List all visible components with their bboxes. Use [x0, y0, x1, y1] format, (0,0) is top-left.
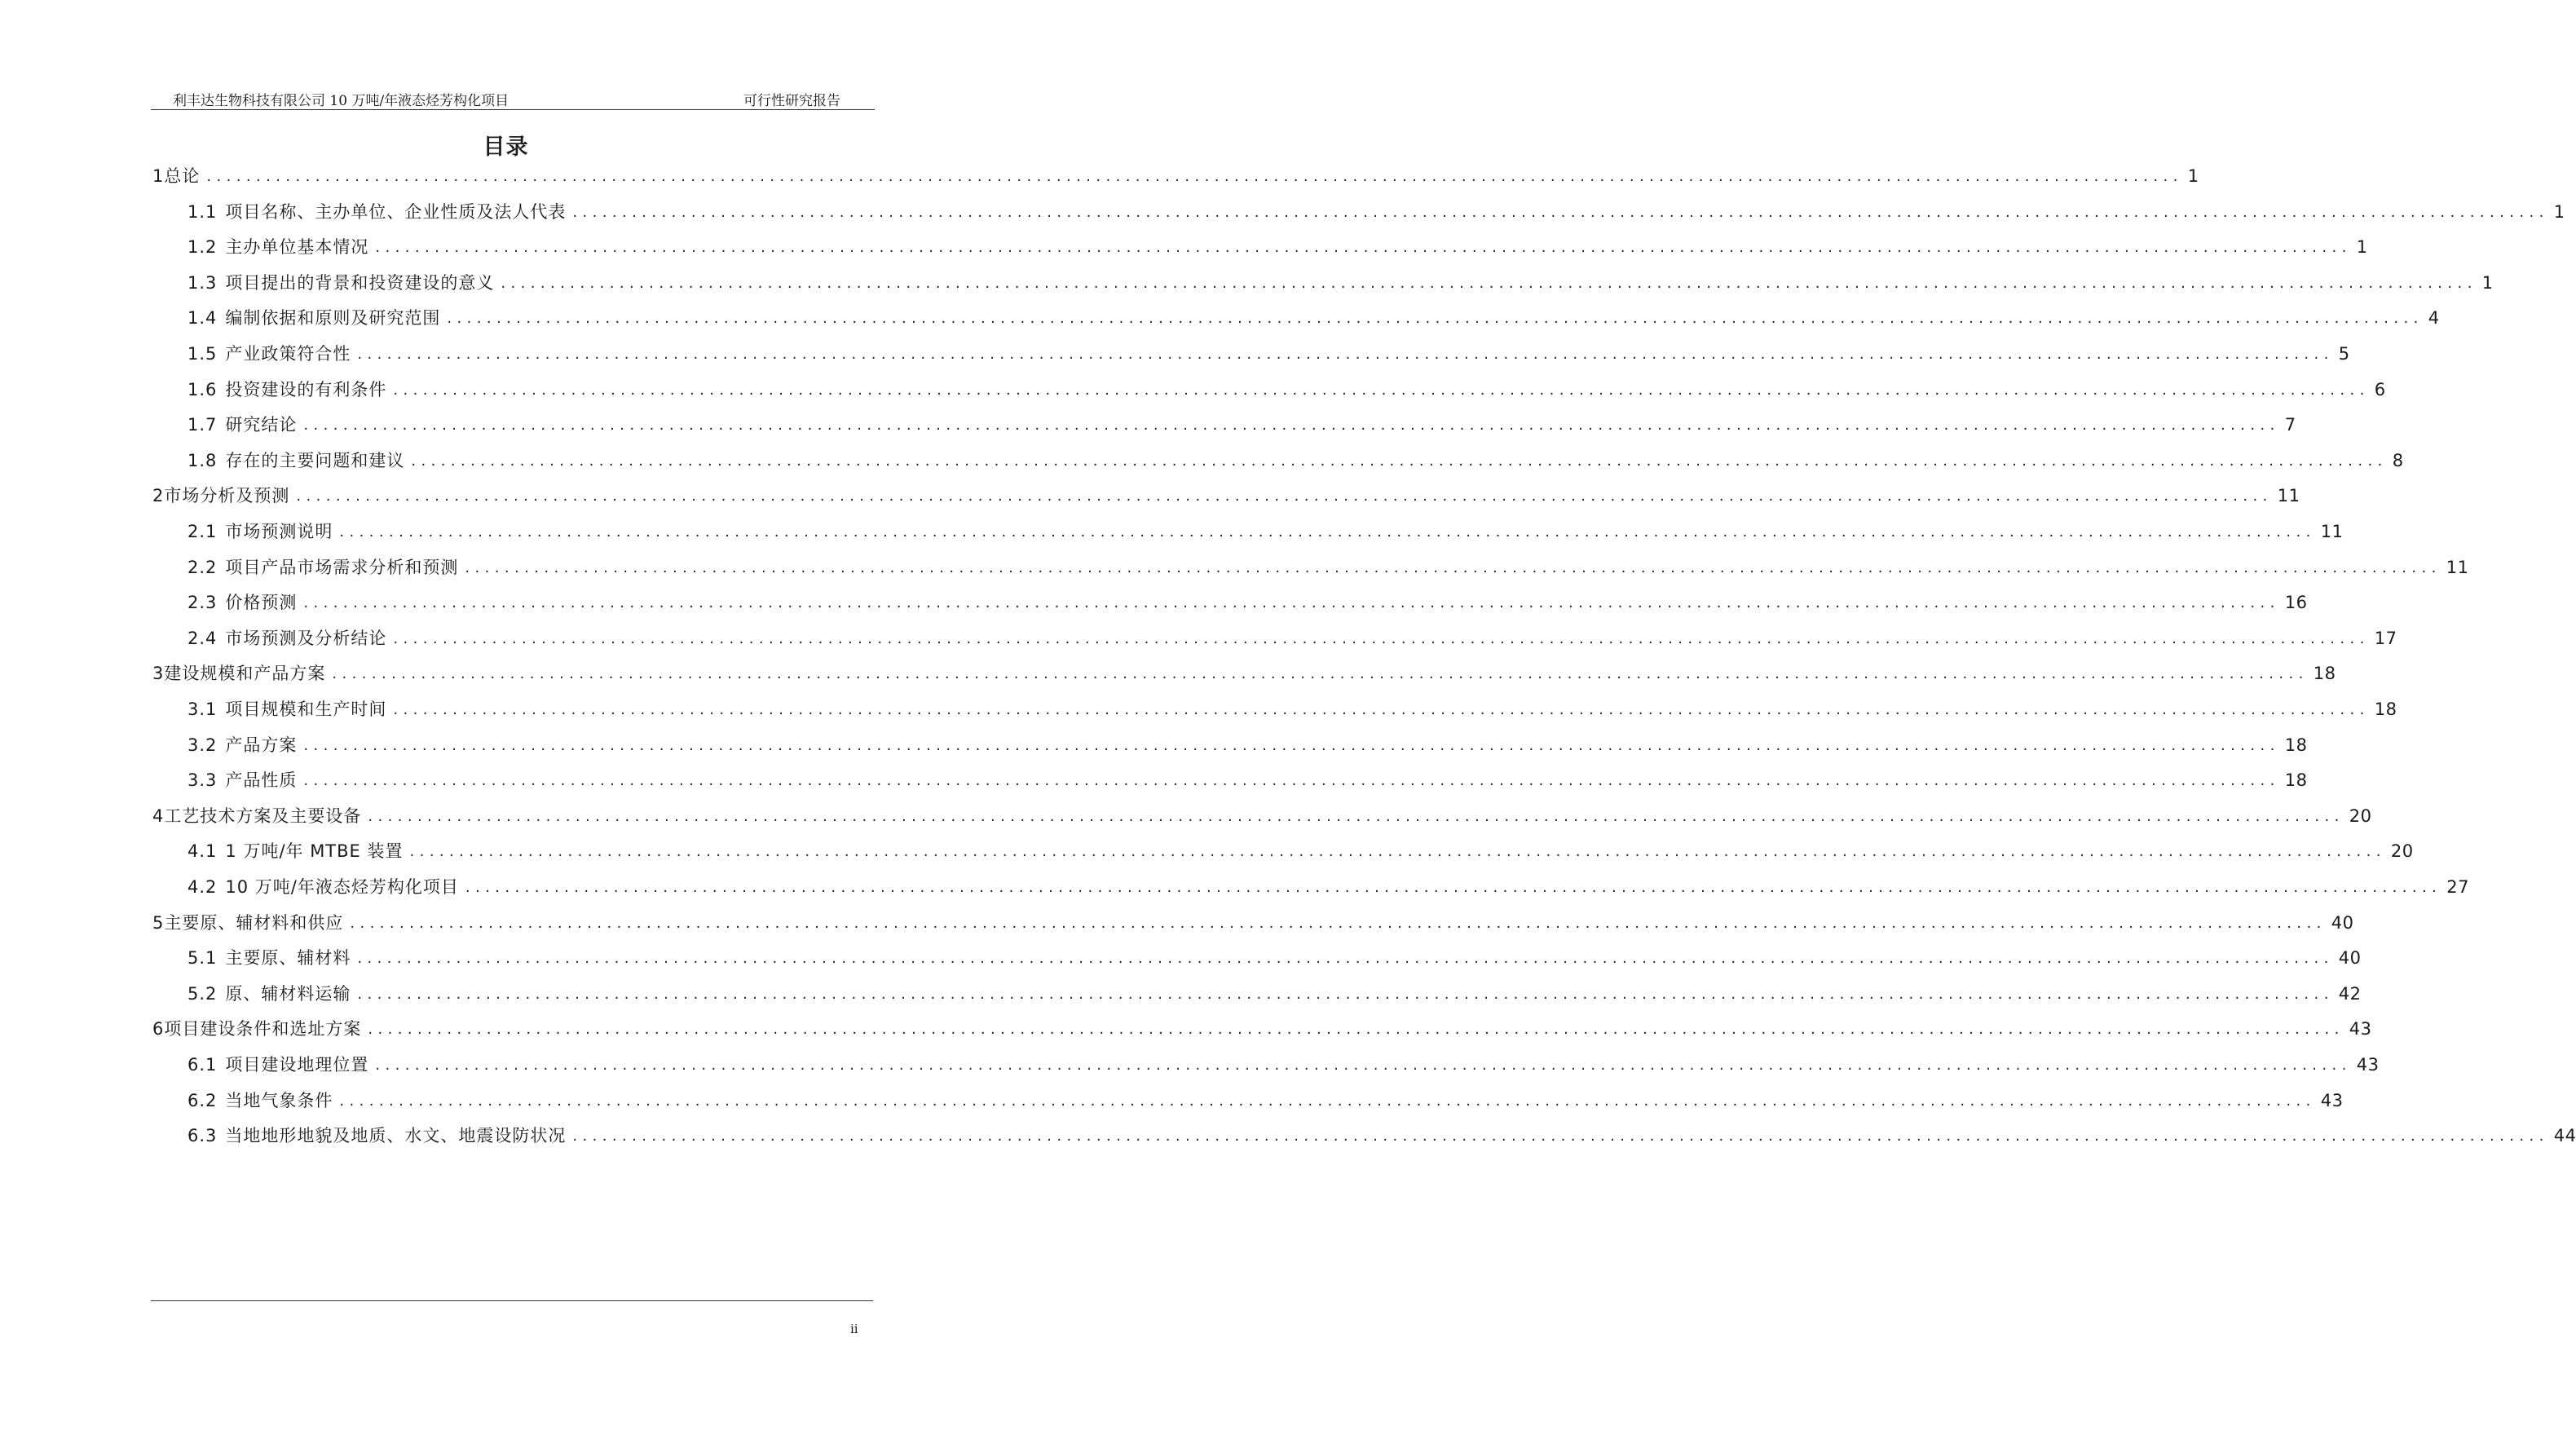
- toc-entry-page: 1: [2481, 273, 2494, 293]
- toc-entry-label: 主要原、辅材料: [225, 948, 351, 968]
- toc-entry[interactable]: [152, 482, 2300, 506]
- toc-entry[interactable]: [187, 837, 2414, 862]
- toc-entry-number: 2.2: [187, 558, 218, 577]
- toc-entry[interactable]: [187, 554, 2469, 578]
- toc-entry[interactable]: [152, 660, 2336, 684]
- toc-entry-page: 44: [2553, 1126, 2576, 1145]
- toc-entry[interactable]: [187, 233, 2368, 258]
- toc-entry-label: 工艺技术方案及主要设备: [164, 806, 362, 826]
- toc-dot-leader: ........................................................................................................................................................................................................: [339, 1092, 2316, 1110]
- toc-entry-page: 18: [2374, 700, 2397, 719]
- toc-entry-label: 原、辅材料运输: [225, 984, 351, 1004]
- toc-dot-leader: ........................................................................................................................................................................................................: [501, 275, 2477, 292]
- toc-dot-leader: ........................................................................................................................................................................................................: [303, 737, 2280, 754]
- toc-entry[interactable]: [187, 1051, 2380, 1075]
- toc-entry[interactable]: [187, 198, 2565, 223]
- toc-entry-label: 编制依据和原则及研究范围: [225, 308, 441, 328]
- toc-entry-label: 当地气象条件: [225, 1091, 333, 1110]
- toc-entry-label: 1 万吨/年 MTBE 装置: [225, 841, 404, 861]
- toc-entry-number: 1.4: [187, 308, 218, 328]
- toc-entry-page: 18: [2284, 735, 2308, 755]
- toc-entry-label: 价格预测: [225, 593, 298, 612]
- toc-entry-page: 8: [2392, 451, 2404, 470]
- toc-entry-label: 产业政策符合性: [225, 344, 351, 364]
- toc-entry-label: 市场预测及分析结论: [225, 629, 387, 648]
- toc-dot-leader: ........................................................................................................................................................................................................: [357, 950, 2334, 967]
- toc-dot-leader: ........................................................................................................................................................................................................: [393, 630, 2370, 647]
- toc-entry-label: 投资建设的有利条件: [225, 380, 387, 399]
- toc-entry[interactable]: [187, 695, 2397, 720]
- toc-entry-number: 3.3: [187, 770, 218, 790]
- toc-entry-page: 5: [2338, 344, 2350, 364]
- toc-entry[interactable]: [187, 766, 2308, 791]
- toc-entry-number: 2.1: [187, 522, 218, 541]
- toc-dot-leader: ........................................................................................................................................................................................................: [447, 310, 2424, 327]
- toc-entry-page: 43: [2356, 1055, 2380, 1075]
- toc-entry-page: 20: [2349, 806, 2372, 826]
- toc-entry[interactable]: [187, 376, 2386, 400]
- page-title: 目录: [483, 135, 529, 160]
- toc-entry-number: 4.2: [187, 877, 218, 897]
- toc-entry-number: 1.2: [187, 237, 218, 257]
- toc-entry-number: 6.2: [187, 1091, 218, 1110]
- toc-dot-leader: ........................................................................................................................................................................................................: [375, 239, 2352, 256]
- toc-entry-number: 3.1: [187, 700, 218, 719]
- toc-entry-page: 43: [2349, 1019, 2372, 1039]
- toc-entry[interactable]: [187, 304, 2440, 329]
- toc-entry[interactable]: [187, 980, 2362, 1004]
- toc-dot-leader: ........................................................................................................................................................................................................: [409, 843, 2386, 860]
- toc-dot-leader: ........................................................................................................................................................................................................: [332, 665, 2309, 682]
- toc-dot-leader: ........................................................................................................................................................................................................: [303, 772, 2280, 789]
- toc-entry-page: 1: [2553, 202, 2565, 222]
- toc-dot-leader: ........................................................................................................................................................................................................: [465, 879, 2442, 896]
- toc-dot-leader: ........................................................................................................................................................................................................: [572, 1128, 2549, 1145]
- toc-entry-number: 1: [152, 166, 165, 186]
- toc-entry-page: 42: [2338, 984, 2362, 1004]
- toc-entry-label: 存在的主要问题和建议: [225, 451, 405, 470]
- toc-entry-label: 项目提出的背景和投资建设的意义: [225, 273, 495, 293]
- toc-entry-page: 40: [2338, 948, 2362, 968]
- page-number: ii: [850, 1322, 858, 1336]
- toc-entry-number: 2.3: [187, 593, 218, 612]
- toc-dot-leader: ........................................................................................................................................................................................................: [411, 452, 2388, 470]
- toc-entry-number: 6.3: [187, 1126, 218, 1145]
- toc-entry-label: 总论: [164, 166, 201, 186]
- toc-dot-leader: ........................................................................................................................................................................................................: [393, 382, 2370, 399]
- toc-entry[interactable]: [187, 625, 2397, 649]
- toc-entry[interactable]: [152, 909, 2354, 933]
- toc-entry[interactable]: [187, 411, 2296, 435]
- toc-entry-page: 40: [2331, 913, 2354, 933]
- toc-entry-number: 2: [152, 486, 165, 505]
- toc-dot-leader: ........................................................................................................................................................................................................: [339, 523, 2316, 541]
- toc-entry-label: 主办单位基本情况: [225, 237, 369, 257]
- toc-entry-number: 1.8: [187, 451, 218, 470]
- toc-entry-page: 11: [2320, 522, 2344, 541]
- toc-entry[interactable]: [187, 340, 2350, 364]
- toc-dot-leader: ........................................................................................................................................................................................................: [357, 986, 2334, 1003]
- toc-entry[interactable]: [187, 447, 2404, 471]
- toc-entry-number: 5.1: [187, 948, 218, 968]
- toc-entry[interactable]: [187, 944, 2362, 969]
- toc-entry-number: 1.7: [187, 415, 218, 435]
- toc-entry-page: 1: [2356, 237, 2368, 257]
- toc-entry-page: 11: [2277, 486, 2300, 505]
- toc-entry-page: 11: [2446, 558, 2469, 577]
- toc-entry-page: 18: [2313, 664, 2336, 683]
- toc-entry-label: 产品性质: [225, 770, 298, 790]
- page-header: [151, 85, 875, 110]
- toc-entry-number: 5: [152, 913, 165, 933]
- toc-entry[interactable]: [187, 589, 2308, 613]
- header-report-type: 可行性研究报告: [743, 93, 840, 109]
- toc-dot-leader: ........................................................................................................................................................................................................: [368, 808, 2344, 825]
- toc-entry[interactable]: [187, 518, 2344, 542]
- toc-entry-label: 项目名称、主办单位、企业性质及法人代表: [225, 202, 567, 222]
- toc-dot-leader: ........................................................................................................................................................................................................: [357, 346, 2334, 363]
- toc-entry-number: 6.1: [187, 1055, 218, 1075]
- toc-entry-page: 18: [2284, 770, 2308, 790]
- toc-entry-label: 项目规模和生产时间: [225, 700, 387, 719]
- toc-entry-number: 3.2: [187, 735, 218, 755]
- toc-entry[interactable]: [187, 873, 2469, 898]
- toc-entry-label: 项目产品市场需求分析和预测: [225, 558, 459, 577]
- toc-dot-leader: ........................................................................................................................................................................................................: [206, 168, 2183, 185]
- toc-entry-number: 1.3: [187, 273, 218, 293]
- toc-entry[interactable]: [187, 1122, 2576, 1146]
- toc-entry[interactable]: [152, 162, 2199, 187]
- footer-divider: [151, 1300, 873, 1301]
- toc-entry-number: 2.4: [187, 629, 218, 648]
- toc-entry-label: 产品方案: [225, 735, 298, 755]
- toc-dot-leader: ........................................................................................................................................................................................................: [393, 701, 2370, 718]
- toc-entry-label: 市场分析及预测: [164, 486, 290, 505]
- toc-entry-number: 6: [152, 1019, 165, 1039]
- toc-entry-number: 1.5: [187, 344, 218, 364]
- toc-entry[interactable]: [187, 731, 2308, 756]
- toc-dot-leader: ........................................................................................................................................................................................................: [375, 1057, 2352, 1074]
- toc-entry-page: 4: [2428, 308, 2440, 328]
- toc-entry-label: 项目建设条件和选址方案: [164, 1019, 362, 1039]
- toc-entry[interactable]: [187, 1087, 2344, 1111]
- toc-entry[interactable]: [152, 1015, 2372, 1039]
- toc-entry-page: 27: [2446, 877, 2469, 897]
- toc-entry-number: 1.1: [187, 202, 218, 222]
- toc-dot-leader: ........................................................................................................................................................................................................: [296, 488, 2273, 505]
- toc-entry-number: 5.2: [187, 984, 218, 1004]
- toc-entry-page: 6: [2374, 380, 2386, 399]
- toc-entry-label: 市场预测说明: [225, 522, 333, 541]
- toc-entry-page: 16: [2284, 593, 2308, 612]
- toc-entry-number: 4.1: [187, 841, 218, 861]
- toc-dot-leader: ........................................................................................................................................................................................................: [303, 417, 2280, 434]
- toc-dot-leader: ........................................................................................................................................................................................................: [350, 915, 2327, 932]
- toc-dot-leader: ........................................................................................................................................................................................................: [303, 594, 2280, 611]
- toc-entry-label: 主要原、辅材料和供应: [164, 913, 344, 933]
- toc-dot-leader: ........................................................................................................................................................................................................: [368, 1021, 2344, 1038]
- toc-entry-page: 17: [2374, 629, 2397, 648]
- toc-entry-page: 1: [2187, 166, 2199, 186]
- toc-entry-label: 项目建设地理位置: [225, 1055, 369, 1075]
- toc-dot-leader: ........................................................................................................................................................................................................: [572, 204, 2549, 221]
- toc-entry-number: 1.6: [187, 380, 218, 399]
- toc-entry-number: 4: [152, 806, 165, 826]
- toc-entry[interactable]: [187, 269, 2494, 294]
- toc-entry-page: 20: [2390, 841, 2414, 861]
- toc-entry-label: 当地地形地貌及地质、水文、地震设防状况: [225, 1126, 567, 1145]
- toc-entry-page: 7: [2284, 415, 2296, 435]
- header-project-title: 利丰达生物科技有限公司 10 万吨/年液态烃芳构化项目: [173, 93, 509, 109]
- toc-dot-leader: ........................................................................................................................................................................................................: [465, 559, 2441, 576]
- toc-entry-number: 3: [152, 664, 165, 683]
- toc-entry-label: 研究结论: [225, 415, 298, 435]
- toc-entry[interactable]: [152, 802, 2372, 827]
- toc-entry-label: 10 万吨/年液态烃芳构化项目: [225, 877, 459, 897]
- toc-entry-page: 43: [2320, 1091, 2344, 1110]
- toc-entry-label: 建设规模和产品方案: [164, 664, 326, 683]
